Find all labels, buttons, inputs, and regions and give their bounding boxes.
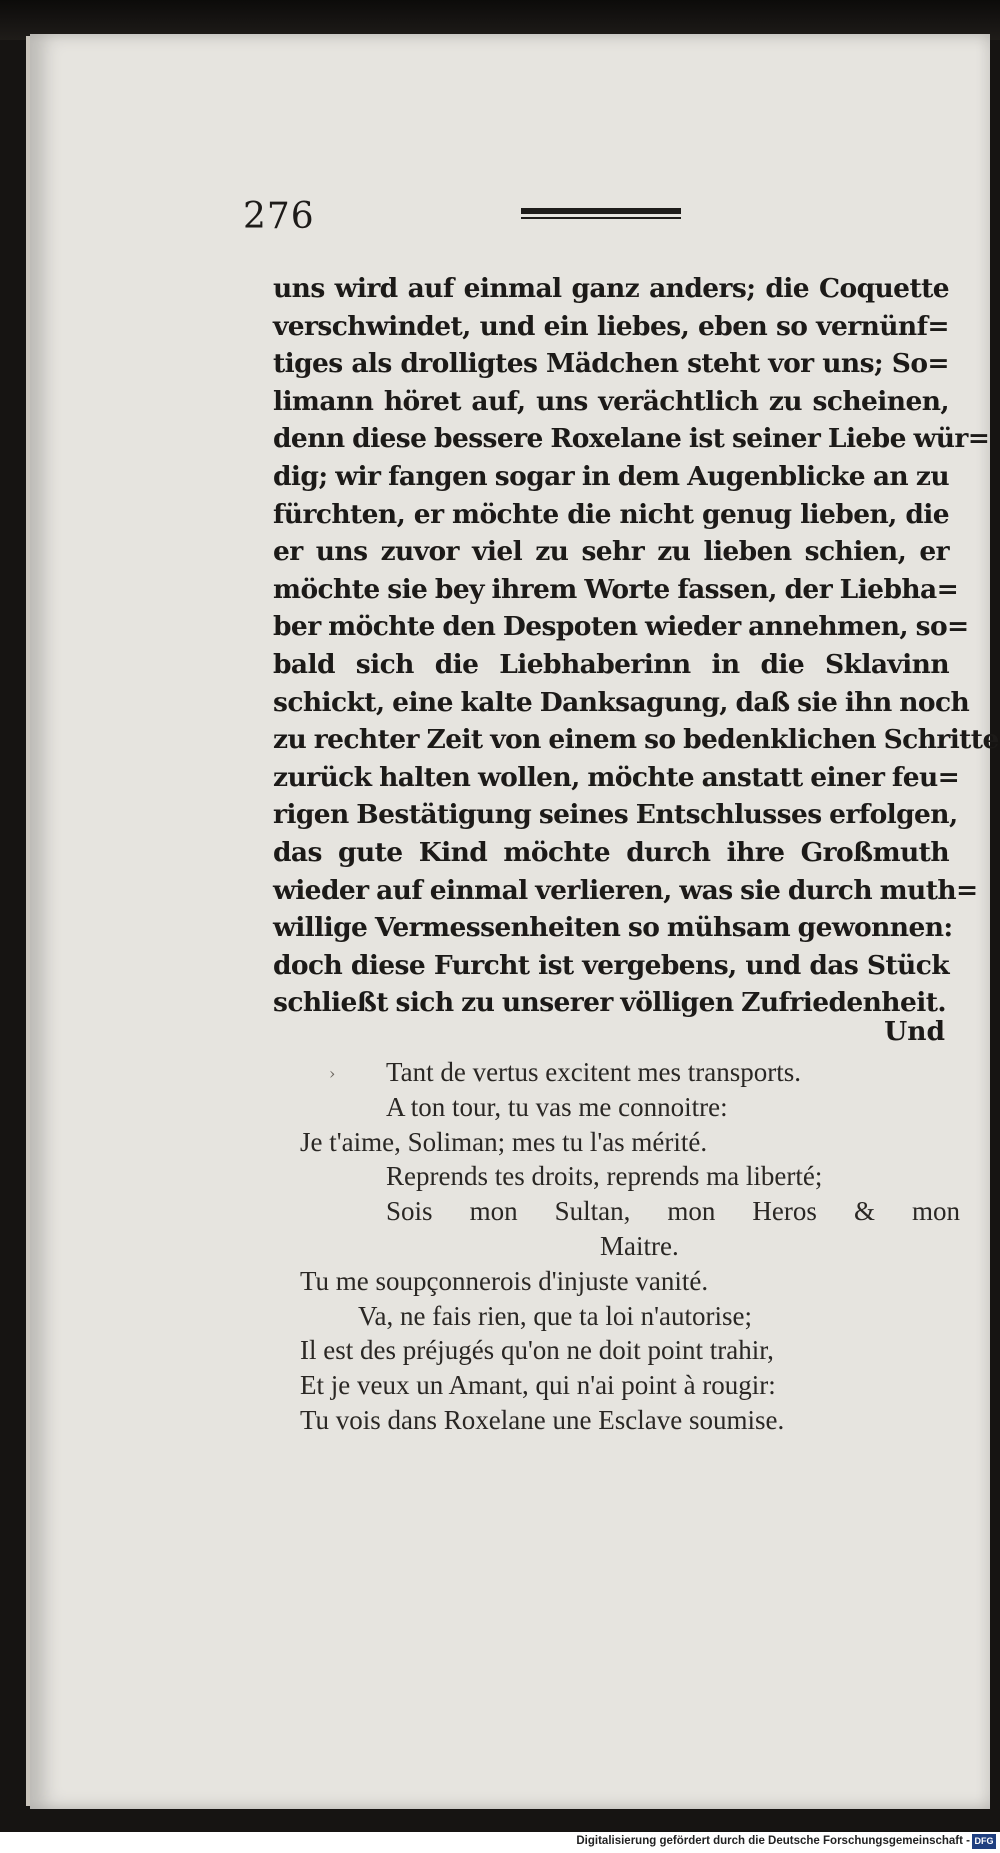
body-line: er uns zuvor viel zu sehr zu lieben schien, er [273,536,949,568]
header-ornament-rule [521,206,681,220]
body-line: schließt sich zu unserer völligen Zufriedenheit. [273,987,946,1019]
body-line: möchte sie bey ihrem Worte fassen, der Liebha= [273,573,959,605]
body-line: uns wird auf einmal ganz anders; die Coquette [273,273,949,304]
verse-quote-marker: › [329,1064,336,1083]
body-line: wieder auf einmal verlieren, was sie durch muth= [273,874,978,906]
catchword: Und [884,1016,945,1047]
body-line: zu rechter Zeit von einem so bedenklichen Schritte [273,724,999,756]
body-line: doch diese Furcht ist vergebens, und das Stück [273,949,949,981]
body-line: verschwindet, und ein liebes, eben so vernünf= [273,310,949,342]
verse-line: Maitre. [600,1230,679,1261]
digitization-credit: Digitalisierung gefördert durch die Deutsche Forschungsgemeinschaft - [576,1835,970,1847]
verse-line: Sois mon Sultan, mon Heros & mon [386,1196,960,1227]
ornament-thin-rule [521,217,681,219]
body-line: ber möchte den Despoten wieder annehmen, so= [273,611,969,643]
body-line: tiges als drolligtes Mädchen steht vor uns; So= [273,348,949,380]
body-line: bald sich die Liebhaberinn in die Sklavinn [273,648,949,680]
verse-line: Et je veux un Amant, qui n'ai point à rougir: [300,1370,776,1401]
body-line: dig; wir fangen sogar in dem Augenblicke an zu [273,460,949,492]
verse-line: Il est des préjugés qu'on ne doit point trahir, [300,1335,774,1366]
fraktur-body-text [273,270,999,1022]
verse-line: Tu vois dans Roxelane une Esclave soumise. [300,1404,785,1435]
verse-line: Reprends tes droits, reprends ma liberté; [386,1161,823,1192]
ornament-thick-rule [521,208,681,214]
body-line: willige Vermessenheiten so mühsam gewonnen: [273,912,953,944]
verse-line: Tu me soupçonnerois d'injuste vanité. [300,1265,709,1296]
page-number: 276 [243,196,315,237]
body-line: rigen Bestätigung seines Entschlusses erfolgen, [273,799,958,831]
verse-line: A ton tour, tu vas me connoitre: [386,1091,728,1122]
verse-line: Je t'aime, Soliman; mes tu l'as mérité. [300,1126,708,1157]
body-line: das gute Kind möchte durch ihre Großmuth [273,836,949,868]
body-line: limann höret auf, uns verächtlich zu scheinen, [273,385,949,417]
verse-line: Tant de vertus excitent mes transports. [386,1057,801,1087]
body-line: schickt, eine kalte Danksagung, daß sie ihn noch [273,686,970,718]
body-line: fürchten, er möchte die nicht genug lieben, die [273,498,949,530]
french-verse-quote [300,1055,960,1438]
body-line: zurück halten wollen, möchte anstatt einer feu= [273,761,960,793]
dfg-logo-icon: DFG [972,1834,996,1849]
body-line: denn diese bessere Roxelane ist seiner Liebe wür= [273,423,990,455]
verse-line: Va, ne fais rien, que ta loi n'autorise; [358,1300,752,1331]
